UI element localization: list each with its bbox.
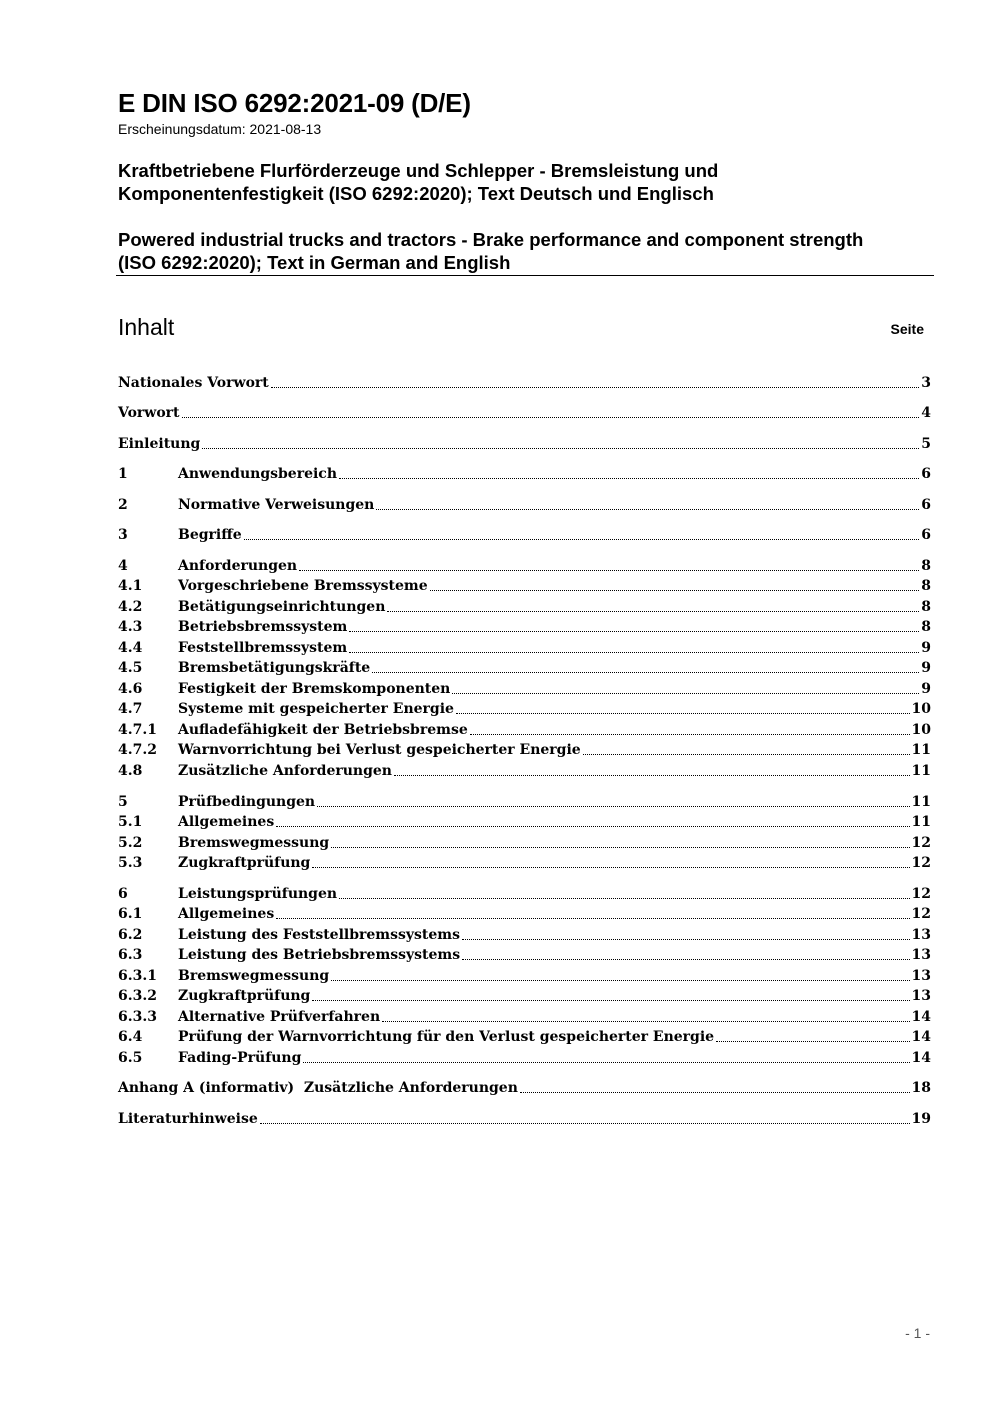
toc-entry[interactable] bbox=[118, 811, 931, 830]
publication-date: Erscheinungsdatum: 2021-08-13 bbox=[118, 121, 322, 137]
toc-entry[interactable] bbox=[118, 1026, 931, 1045]
toc-entry[interactable] bbox=[118, 739, 931, 758]
toc-entry-leader-dots bbox=[303, 1062, 909, 1063]
toc-page-column-label: Seite bbox=[890, 321, 924, 337]
toc-entry[interactable] bbox=[118, 791, 931, 810]
toc-entry[interactable] bbox=[118, 1108, 931, 1127]
toc-entry[interactable] bbox=[118, 524, 931, 543]
toc-entry-number: 2 bbox=[118, 497, 128, 513]
toc-entry[interactable] bbox=[118, 944, 931, 963]
toc-entry-page: 9 bbox=[921, 660, 931, 676]
toc-entry-title: Einleitung bbox=[118, 436, 201, 452]
toc-entry-title: Systeme mit gespeicherter Energie bbox=[178, 701, 454, 717]
toc-entry-number: 6.5 bbox=[118, 1050, 143, 1066]
toc-entry-number: 4.5 bbox=[118, 660, 143, 676]
toc-entry-title: Festigkeit der Bremskomponenten bbox=[178, 681, 451, 697]
toc-entry-number: 4.8 bbox=[118, 763, 143, 779]
toc-entry-title: Leistung des Feststellbremssystems bbox=[178, 927, 460, 943]
toc-entry-leader-dots bbox=[376, 509, 919, 510]
header-divider bbox=[116, 275, 934, 276]
toc-entry-title: Betätigungseinrichtungen bbox=[178, 599, 386, 615]
toc-entry[interactable] bbox=[118, 985, 931, 1004]
toc-entry-title: Vorgeschriebene Bremssysteme bbox=[178, 578, 428, 594]
toc-entry-leader-dots bbox=[312, 867, 909, 868]
toc-entry-leader-dots bbox=[317, 806, 909, 807]
toc-entry-page: 8 bbox=[921, 599, 931, 615]
toc-entry[interactable] bbox=[118, 616, 931, 635]
toc-entry-title: Allgemeines bbox=[178, 906, 275, 922]
toc-entry-leader-dots bbox=[372, 672, 919, 673]
title-english bbox=[118, 228, 863, 274]
toc-entry-page: 13 bbox=[911, 947, 931, 963]
toc-entry-page: 9 bbox=[921, 640, 931, 656]
toc-entry-title: Allgemeines bbox=[178, 814, 275, 830]
toc-entry-page: 11 bbox=[911, 814, 931, 830]
toc-entry-title: Prüfung der Warnvorrichtung für den Verlust gespeicherter Energie bbox=[178, 1029, 715, 1045]
toc-entry-number: 4.7.1 bbox=[118, 722, 157, 738]
toc-entry-leader-dots bbox=[331, 980, 909, 981]
toc-entry-page: 6 bbox=[921, 527, 931, 543]
toc-entry-page: 11 bbox=[911, 742, 931, 758]
toc-entry[interactable] bbox=[118, 760, 931, 779]
toc-entry-title: Bremswegmessung bbox=[178, 835, 330, 851]
toc-entry[interactable] bbox=[118, 719, 931, 738]
toc-entry-page: 12 bbox=[911, 835, 931, 851]
toc-entry[interactable] bbox=[118, 852, 931, 871]
toc-entry[interactable] bbox=[118, 463, 931, 482]
toc-entry-number: 4.4 bbox=[118, 640, 143, 656]
toc-entry-number: 6.3.2 bbox=[118, 988, 157, 1004]
toc-entry-leader-dots bbox=[430, 590, 920, 591]
toc-entry-title: Fading-Prüfung bbox=[178, 1050, 302, 1066]
toc-entry-leader-dots bbox=[244, 539, 920, 540]
title-english-line-2: (ISO 6292:2020); Text in German and English bbox=[118, 252, 511, 273]
toc-entry-leader-dots bbox=[339, 478, 919, 479]
toc-entry-page: 6 bbox=[921, 466, 931, 482]
toc-entry-number: 5.2 bbox=[118, 835, 143, 851]
toc-entry-title: Normative Verweisungen bbox=[178, 497, 375, 513]
toc-entry[interactable] bbox=[118, 372, 931, 391]
toc-entry-leader-dots bbox=[470, 734, 910, 735]
toc-entry-leader-dots bbox=[260, 1123, 910, 1124]
title-german-line-2: Komponentenfestigkeit (ISO 6292:2020); Text Deutsch und Englisch bbox=[118, 183, 714, 204]
toc-entry-number: 6.4 bbox=[118, 1029, 143, 1045]
toc-entry-title: Anforderungen bbox=[178, 558, 298, 574]
title-german bbox=[118, 159, 718, 205]
toc-entry-page: 19 bbox=[911, 1111, 931, 1127]
toc-entry-leader-dots bbox=[182, 417, 920, 418]
toc-entry-number: 4.2 bbox=[118, 599, 143, 615]
toc-entry[interactable] bbox=[118, 433, 931, 452]
toc-entry-page: 12 bbox=[911, 855, 931, 871]
toc-entry-leader-dots bbox=[271, 387, 920, 388]
toc-entry[interactable] bbox=[118, 924, 931, 943]
toc-entry-title: Aufladefähigkeit der Betriebsbremse bbox=[178, 722, 468, 738]
toc-entry-leader-dots bbox=[394, 775, 910, 776]
toc-entry-title: Literaturhinweise bbox=[118, 1111, 258, 1127]
toc-entry-page: 3 bbox=[921, 375, 931, 391]
toc-entry-leader-dots bbox=[583, 754, 910, 755]
toc-entry-page: 5 bbox=[921, 436, 931, 452]
toc-entry-leader-dots bbox=[349, 631, 919, 632]
toc-entry-page: 4 bbox=[921, 405, 931, 421]
toc-entry-number: 4.1 bbox=[118, 578, 143, 594]
toc-entry-leader-dots bbox=[462, 959, 909, 960]
toc-entry-page: 14 bbox=[911, 1009, 931, 1025]
toc-entry-page: 14 bbox=[911, 1050, 931, 1066]
toc-entry-title: Feststellbremssystem bbox=[178, 640, 348, 656]
toc-entry-leader-dots bbox=[339, 898, 909, 899]
toc-entry-number: 4 bbox=[118, 558, 128, 574]
toc-entry[interactable] bbox=[118, 402, 931, 421]
toc-entry-page: 10 bbox=[911, 701, 931, 717]
toc-entry-number: 6.1 bbox=[118, 906, 143, 922]
toc-entry-leader-dots bbox=[276, 826, 909, 827]
toc-entry-title: Prüfbedingungen bbox=[178, 794, 316, 810]
toc-entry-page: 8 bbox=[921, 578, 931, 594]
toc-entry-title: Leistung des Betriebsbremssystems bbox=[178, 947, 461, 963]
toc-entry-page: 14 bbox=[911, 1029, 931, 1045]
toc-entry[interactable] bbox=[118, 1047, 931, 1066]
toc-entry-title: Anhang A (informativ) Zusätzliche Anforderungen bbox=[118, 1080, 518, 1096]
toc-entry-title: Begriffe bbox=[178, 527, 242, 543]
toc-entry[interactable] bbox=[118, 965, 931, 984]
toc-entry-title: Leistungsprüfungen bbox=[178, 886, 338, 902]
toc-entry-title: Nationales Vorwort bbox=[118, 375, 269, 391]
page-number: - 1 - bbox=[905, 1325, 930, 1341]
toc-entry-leader-dots bbox=[382, 1021, 909, 1022]
toc-entry-title: Bremsbetätigungskräfte bbox=[178, 660, 371, 676]
toc-entry-number: 6.3.3 bbox=[118, 1009, 157, 1025]
toc-entry-number: 4.7.2 bbox=[118, 742, 157, 758]
toc-entry-leader-dots bbox=[331, 847, 909, 848]
toc-entry-page: 12 bbox=[911, 906, 931, 922]
toc-heading: Inhalt bbox=[118, 314, 175, 340]
toc-entry-leader-dots bbox=[202, 448, 919, 449]
toc-entry-number: 6 bbox=[118, 886, 128, 902]
title-english-line-1: Powered industrial trucks and tractors - Brake performance and component strength bbox=[118, 229, 864, 250]
toc-entry-title: Zugkraftprüfung bbox=[178, 988, 311, 1004]
toc-entry-leader-dots bbox=[276, 918, 909, 919]
toc-entry-leader-dots bbox=[716, 1041, 909, 1042]
toc-entry-page: 13 bbox=[911, 927, 931, 943]
toc-entry[interactable] bbox=[118, 657, 931, 676]
toc-entry-title: Zusätzliche Anforderungen bbox=[178, 763, 392, 779]
toc-entry-title: Bremswegmessung bbox=[178, 968, 330, 984]
toc-entry-page: 11 bbox=[911, 763, 931, 779]
toc-entry-number: 4.6 bbox=[118, 681, 143, 697]
toc-entry-number: 4.7 bbox=[118, 701, 143, 717]
toc-entry[interactable] bbox=[118, 637, 931, 656]
toc-entry-number: 4.3 bbox=[118, 619, 143, 635]
toc-entry-number: 5.3 bbox=[118, 855, 143, 871]
toc-entry[interactable] bbox=[118, 698, 931, 717]
toc-entry-number: 5.1 bbox=[118, 814, 143, 830]
toc-entry[interactable] bbox=[118, 678, 931, 697]
toc-entry-leader-dots bbox=[520, 1092, 910, 1093]
toc-entry-page: 13 bbox=[911, 988, 931, 1004]
toc-entry-title: Anwendungsbereich bbox=[178, 466, 337, 482]
toc-entry-page: 8 bbox=[921, 619, 931, 635]
toc-entry-page: 8 bbox=[921, 558, 931, 574]
toc-entry-page: 13 bbox=[911, 968, 931, 984]
toc-entry-number: 6.3.1 bbox=[118, 968, 157, 984]
toc-entry-leader-dots bbox=[462, 939, 910, 940]
toc-entry-page: 9 bbox=[921, 681, 931, 697]
toc-entry[interactable] bbox=[118, 494, 931, 513]
toc-entry-leader-dots bbox=[387, 611, 919, 612]
toc-entry-number: 6.2 bbox=[118, 927, 143, 943]
toc-entry-title: Betriebsbremssystem bbox=[178, 619, 348, 635]
toc-entry-leader-dots bbox=[299, 570, 919, 571]
toc-entry-leader-dots bbox=[456, 713, 910, 714]
toc-entry-page: 10 bbox=[911, 722, 931, 738]
toc-entry-title: Alternative Prüfverfahren bbox=[178, 1009, 381, 1025]
toc-entry-number: 3 bbox=[118, 527, 128, 543]
toc-entry-page: 18 bbox=[911, 1080, 931, 1096]
toc-entry-number: 1 bbox=[118, 466, 128, 482]
title-german-line-1: Kraftbetriebene Flurförderzeuge und Schlepper - Bremsleistung und bbox=[118, 160, 719, 181]
toc-entry-leader-dots bbox=[312, 1000, 909, 1001]
toc-entry-title: Warnvorrichtung bei Verlust gespeicherter Energie bbox=[178, 742, 581, 758]
toc-entry-number: 5 bbox=[118, 794, 128, 810]
toc-entry[interactable] bbox=[118, 832, 931, 851]
toc-entry[interactable] bbox=[118, 1006, 931, 1025]
toc-entry-leader-dots bbox=[452, 693, 919, 694]
toc-entry[interactable] bbox=[118, 555, 931, 574]
toc-entry[interactable] bbox=[118, 903, 931, 922]
toc-entry-number: 6.3 bbox=[118, 947, 143, 963]
toc-entry[interactable] bbox=[118, 596, 931, 615]
toc-entry-leader-dots bbox=[349, 652, 919, 653]
toc-entry-title: Zugkraftprüfung bbox=[178, 855, 311, 871]
toc-entry[interactable] bbox=[118, 1077, 931, 1096]
document-id: E DIN ISO 6292:2021-09 (D/E) bbox=[118, 88, 471, 118]
toc-entry[interactable] bbox=[118, 883, 931, 902]
toc-entry[interactable] bbox=[118, 575, 931, 594]
toc-entry-page: 11 bbox=[911, 794, 931, 810]
toc-entry-page: 6 bbox=[921, 497, 931, 513]
toc-entry-page: 12 bbox=[911, 886, 931, 902]
toc-entry-title: Vorwort bbox=[118, 405, 180, 421]
